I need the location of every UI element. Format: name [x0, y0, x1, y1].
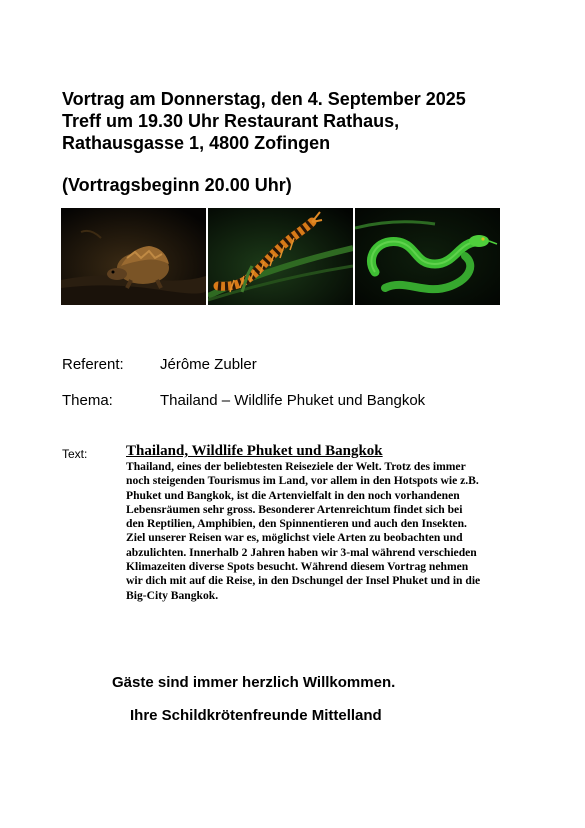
- referent-value: Jérôme Zubler: [160, 356, 257, 373]
- headline-line-address: Rathausgasse 1, 4800 Zofingen: [62, 133, 331, 153]
- article-line: wir dich mit auf die Reise, in den Dschungel der Insel Phuket und in die: [126, 574, 481, 588]
- centipede-photo: [208, 208, 353, 305]
- article-line: Ziel unserer Reisen war es, möglichst viele Arten zu beobachten und: [126, 531, 463, 545]
- thema-label: Thema:: [62, 392, 113, 409]
- referent-label: Referent:: [62, 356, 124, 373]
- article-line: Thailand, eines der beliebtesten Reiseziele der Welt. Trotz des immer: [126, 460, 466, 473]
- turtle-photo: [61, 208, 206, 305]
- article-line: Phuket und Bangkok, ist die Artenvielfalt in den noch vorhandenen: [126, 488, 460, 502]
- article-line: Lebensräumen sehr gross. Besonderer Artenreichtum findet sich bei: [126, 502, 463, 516]
- headline-line-meeting: Treff um 19.30 Uhr Restaurant Rathaus,: [62, 111, 400, 131]
- article: [126, 443, 536, 603]
- article-body: [126, 460, 536, 603]
- article-line: noch steigenden Tourismus im Land, vor allem in den Hotspots wie z.B.: [126, 474, 479, 488]
- event-headline: [62, 88, 562, 154]
- headline-line-date: Vortrag am Donnerstag, den 4. September 2025: [62, 89, 466, 109]
- signature-text: Ihre Schildkrötenfreunde Mittelland: [130, 707, 382, 724]
- start-time: (Vortragsbeginn 20.00 Uhr): [62, 175, 292, 195]
- article-title: Thailand, Wildlife Phuket und Bangkok: [126, 443, 383, 459]
- article-line: Big-City Bangkok.: [126, 588, 219, 602]
- article-line: Klimazeiten diverse Spots besucht. Während diesem Vortrag nehmen: [126, 560, 469, 574]
- welcome-text: Gäste sind immer herzlich Willkommen.: [112, 674, 396, 691]
- text-label: Text:: [62, 447, 88, 461]
- article-line: den Reptilien, Amphibien, den Spinnentieren und auch den Insekten.: [126, 517, 467, 531]
- article-line: abzulichten. Innerhalb 2 Jahren haben wir 3-mal während verschieden: [126, 545, 477, 559]
- thema-value: Thailand – Wildlife Phuket und Bangkok: [160, 392, 426, 409]
- green-snake-photo: [355, 208, 500, 305]
